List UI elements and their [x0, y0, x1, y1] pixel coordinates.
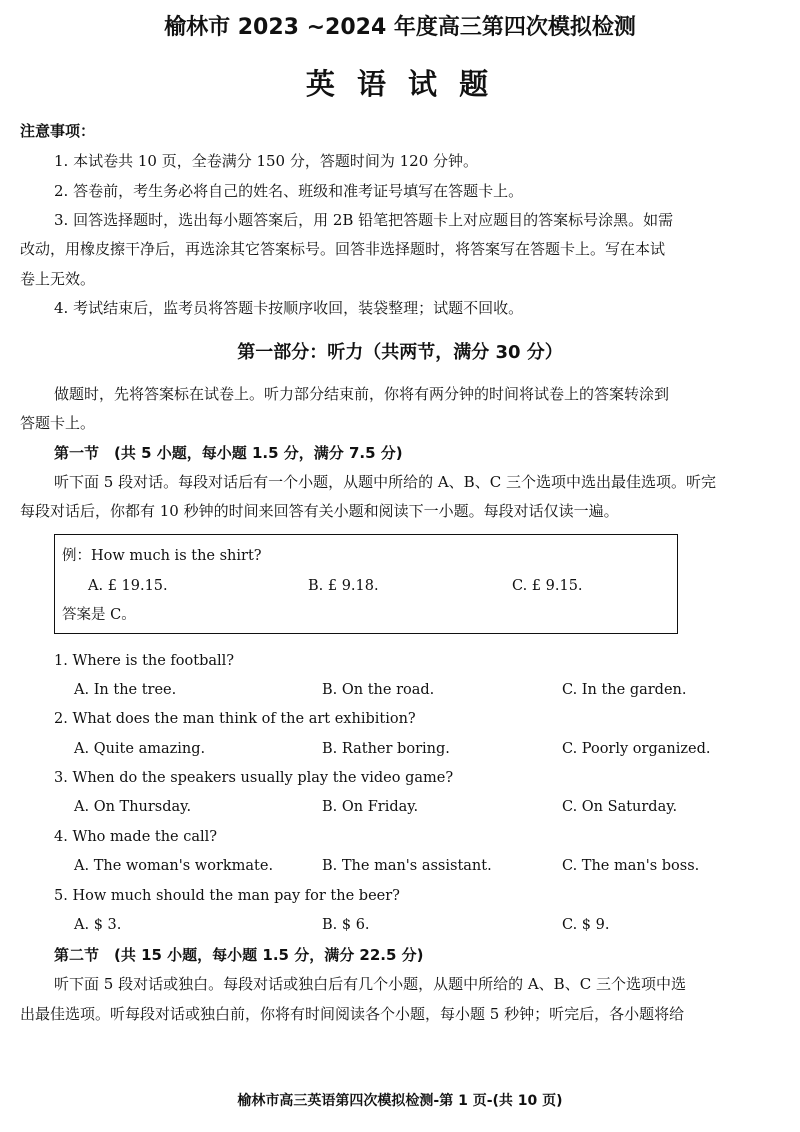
page-footer: 榆林市高三英语第四次模拟检测-第 1 页-(共 10 页) [237, 1093, 563, 1109]
part1-intro: 做题时，先将答案标在试卷上。听力部分结束前，你将有两分钟的时间将试卷上的答案转涂到 [54, 385, 670, 403]
question-option: C. In the garden. [562, 682, 687, 698]
section2-instructions: 出最佳选项。听每段对话或独白前，你将有时间阅读各个小题，每小题 5 秒钟；听完后，各小题将给 [20, 1005, 685, 1023]
example-question: 例：How much is the shirt? [62, 548, 262, 564]
question-option: A. The woman's workmate. [74, 858, 274, 874]
part1-intro: 答题卡上。 [20, 414, 96, 432]
notice-heading: 注意事项： [20, 122, 96, 140]
question-option: B. $ 6. [322, 917, 370, 933]
question-option: A. In the tree. [74, 682, 177, 698]
question-option: A. On Thursday. [74, 799, 192, 815]
question-option: B. The man's assistant. [322, 858, 492, 874]
question-option: B. Rather boring. [322, 741, 450, 757]
question-stem: 3. When do the speakers usually play the video game? [54, 770, 454, 786]
question-option: A. $ 3. [74, 917, 122, 933]
section1-heading: 第一节 (共 5 小题，每小题 1.5 分，满分 7.5 分) [54, 444, 403, 462]
part1-title: 第一部分：听力（共两节，满分 30 分） [237, 342, 563, 363]
question-option: C. The man's boss. [562, 858, 700, 874]
notice-item: 2. 答卷前，考生务必将自己的姓名、班级和准考证号填写在答题卡上。 [54, 182, 524, 200]
example-option: B. £ 9.18. [308, 578, 379, 594]
question-option: B. On Friday. [322, 799, 419, 815]
section1-instructions: 每段对话后，你都有 10 秒钟的时间来回答有关小题和阅读下一小题。每段对话仅读一遍。 [20, 502, 619, 520]
example-option: C. £ 9.15. [512, 578, 583, 594]
question-stem: 4. Who made the call? [54, 829, 218, 845]
notice-item: 1. 本试卷共 10 页，全卷满分 150 分，答题时间为 120 分钟。 [54, 152, 479, 170]
question-stem: 1. Where is the football? [54, 653, 235, 669]
question-stem: 5. How much should the man pay for the beer? [54, 888, 400, 904]
question-option: C. On Saturday. [562, 799, 678, 815]
question-option: A. Quite amazing. [74, 741, 206, 757]
question-option: C. Poorly organized. [562, 741, 711, 757]
question-stem: 2. What does the man think of the art exhibition? [54, 711, 416, 727]
subject-title: 英 语 试 题 [305, 67, 495, 101]
section2-heading: 第二节 (共 15 小题，每小题 1.5 分，满分 22.5 分) [54, 946, 424, 964]
example-answer: 答案是 C。 [62, 607, 136, 623]
notice-item: 卷上无效。 [20, 270, 96, 288]
exam-title: 榆林市 2023 ~2024 年度高三第四次模拟检测 [164, 15, 636, 40]
section1-instructions: 听下面 5 段对话。每段对话后有一个小题，从题中所给的 A、B、C 三个选项中选出最佳选项。听完 [54, 473, 716, 491]
notice-item: 3. 回答选择题时，选出每小题答案后，用 2B 铅笔把答题卡上对应题目的答案标号涂黑。如需 [54, 211, 674, 229]
question-option: C. $ 9. [562, 917, 610, 933]
section2-instructions: 听下面 5 段对话或独白。每段对话或独白后有几个小题，从题中所给的 A、B、C 三个选项中选 [54, 975, 686, 993]
notice-item: 4. 考试结束后，监考员将答题卡按顺序收回，装袋整理；试题不回收。 [54, 299, 524, 317]
question-option: B. On the road. [322, 682, 435, 698]
notice-item: 改动，用橡皮擦干净后，再选涂其它答案标号。回答非选择题时，将答案写在答题卡上。写在本试 [20, 240, 666, 258]
example-option: A. £ 19.15. [88, 578, 168, 594]
